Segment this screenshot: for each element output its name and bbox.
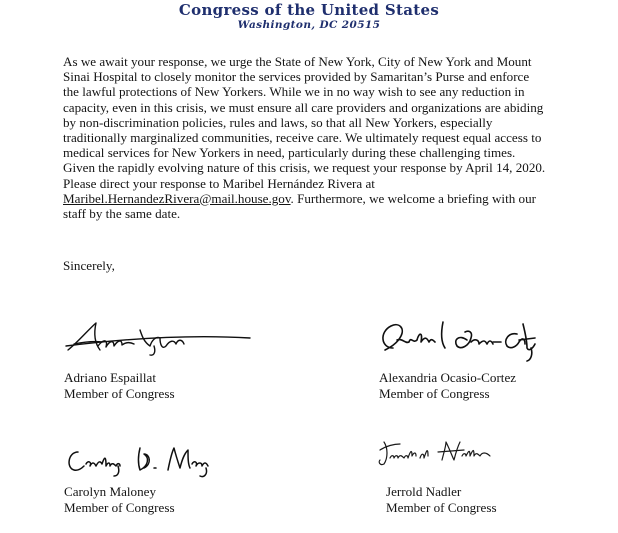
body-line: capacity, even in this crisis, we must ensure all care providers and organizations are abiding <box>63 99 544 115</box>
signer-block-espaillat <box>64 370 175 402</box>
signature-ocasio-cortez <box>377 318 547 362</box>
signer-title: Member of Congress <box>386 500 497 515</box>
signer-name: Jerrold Nadler <box>386 484 462 499</box>
closing: Sincerely, <box>63 258 115 273</box>
body-line: by non-discrimination policies, rules and laws, so that all New Yorkers, especially <box>63 114 493 130</box>
signature-nadler-svg <box>376 438 502 468</box>
body-line: staff by the same date. <box>63 206 181 222</box>
letter-body <box>63 54 603 221</box>
signature-ocasio-cortez-svg <box>377 318 547 362</box>
signer-name: Alexandria Ocasio-Cortez <box>379 370 517 385</box>
body-line: Please direct your response to Maribel Hernández Rivera at <box>63 175 375 191</box>
signer-title: Member of Congress <box>64 500 175 515</box>
signature-espaillat <box>64 320 254 356</box>
signer-name: Adriano Espaillat <box>64 370 156 385</box>
body-text-after-email: . Furthermore, we welcome a briefing with our <box>290 190 536 206</box>
signature-maloney <box>64 444 214 478</box>
body-line: Given the rapidly evolving nature of this crisis, we request your response by April 14, 2020. <box>63 160 546 176</box>
body-line: As we await your response, we urge the State of New York, City of New York and Mount <box>63 54 532 69</box>
email-link[interactable]: Maribel.HernandezRivera@mail.house.gov <box>63 190 291 206</box>
body-line: Sinai Hospital to closely monitor the services provided by Samaritan’s Purse and enforce <box>63 69 530 85</box>
letterhead-title: Congress of the United States <box>178 1 440 19</box>
letterhead-address: Washington, DC 20515 <box>237 19 381 31</box>
signature-maloney-svg <box>64 444 214 478</box>
body-line: traditionally marginalized communities, receive care. We ultimately request equal access to <box>63 130 542 146</box>
body-line: the lawful protections of New Yorkers. While we in no way wish to see any reduction in <box>63 84 525 100</box>
signature-espaillat-svg <box>64 320 254 356</box>
signature-nadler <box>376 438 502 468</box>
signer-block-nadler <box>386 484 497 516</box>
signer-name: Carolyn Maloney <box>64 484 157 499</box>
body-line: medical services for New Yorkers in need, particularly during these challenging times. <box>63 145 516 161</box>
body-line-email <box>63 191 603 206</box>
signer-block-maloney <box>64 484 175 516</box>
signer-title: Member of Congress <box>379 386 490 401</box>
signer-title: Member of Congress <box>64 386 175 401</box>
signer-block-ocasio-cortez <box>379 370 516 402</box>
